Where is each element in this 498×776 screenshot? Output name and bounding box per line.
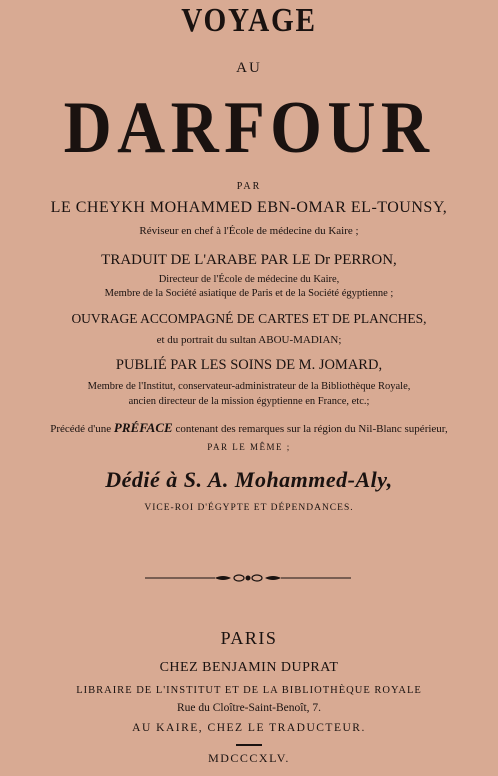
ouvrage-line-2: et du portrait du sultan ABOU-MADIAN; [156,334,342,346]
title-darfour: DARFOUR [63,87,435,169]
short-rule [236,744,262,746]
imprint-city: PARIS [220,628,278,648]
imprint-publisher: CHEZ BENJAMIN DUPRAT [159,660,339,675]
title-au: AU [236,60,262,76]
imprint-address: Rue du Cloître-Saint-Benoît, 7. [176,702,322,714]
translator-line: TRADUIT DE L'ARABE PAR LE Dr PERRON, [101,252,397,268]
title-par: PAR [236,181,262,192]
imprint-libraire: LIBRAIRE DE L'INSTITUT ET DE LA BIBLIOTHÈQUE ROYALE [76,685,422,696]
translator-role-1: Directeur de l'École de médecine du Kaire, [158,274,340,285]
preface-line [0,420,498,436]
preface-word: PRÉFACE [113,420,173,435]
editor-role-1: Membre de l'Institut, conservateur-administrateur de la Bibliothèque Royale, [87,381,411,392]
translator-role-2: Membre de la Société asiatique de Paris et de la Société égyptienne ; [104,288,394,299]
author-name: LE CHEYKH MOHAMMED EBN-OMAR EL-TOUNSY, [50,199,448,216]
imprint-kaire: AU KAIRE, CHEZ LE TRADUCTEUR. [132,722,366,734]
title-voyage: VOYAGE [181,2,317,39]
par-le-meme: PAR LE MÊME ; [207,442,291,452]
ouvrage-line-1: OUVRAGE ACCOMPAGNÉ DE CARTES ET DE PLANCHES, [71,311,427,326]
preface-after: contenant des remarques sur la région du Nil-Blanc supérieur, [172,423,448,435]
dedication-sub: VICE-ROI D'ÉGYPTE ET DÉPENDANCES. [144,503,354,513]
editor-role-2: ancien directeur de la mission égyptienne en France, etc.; [128,396,370,407]
imprint-date: MDCCCXLV. [208,751,290,765]
author-role: Réviseur en chef à l'École de médecine du Kaire ; [139,225,359,237]
editor-line: PUBLIÉ PAR LES SOINS DE M. JOMARD, [115,357,383,373]
preface-before: Précédé d'une [50,423,114,435]
dedication-line: Dédié à S. A. Mohammed-Aly, [105,467,393,492]
ornamental-rule-icon [145,570,351,586]
